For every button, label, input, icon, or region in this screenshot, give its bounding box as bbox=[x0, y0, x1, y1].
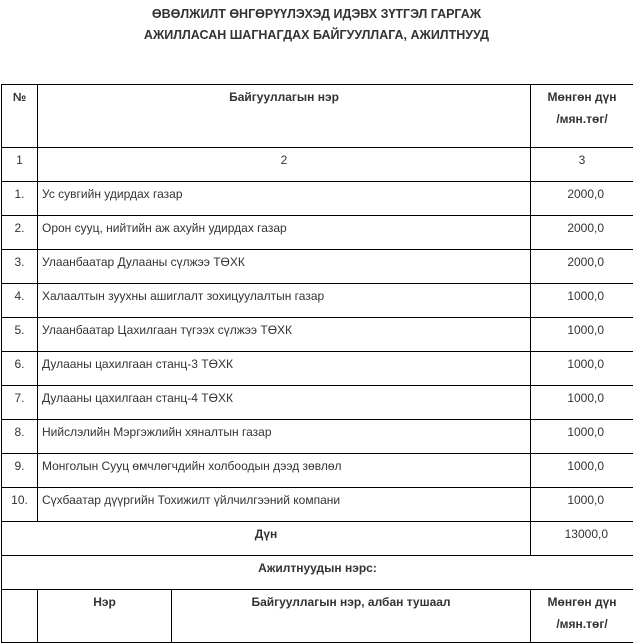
row-number: 10. bbox=[2, 488, 38, 522]
index-cell-3: 3 bbox=[531, 148, 633, 182]
row-number: 3. bbox=[2, 250, 38, 284]
staff-header-name: Нэр bbox=[38, 590, 172, 643]
total-row bbox=[2, 522, 633, 556]
staff-section-label: Ажилтнуудын нэрс: bbox=[2, 556, 633, 590]
row-number: 8. bbox=[2, 420, 38, 454]
row-organization: Ус сувгийн удирдах газар bbox=[38, 182, 531, 216]
row-number: 1. bbox=[2, 182, 38, 216]
awards-table bbox=[1, 84, 633, 643]
row-number: 9. bbox=[2, 454, 38, 488]
row-number: 4. bbox=[2, 284, 38, 318]
total-label: Дүн bbox=[2, 522, 531, 556]
column-index-row bbox=[2, 148, 633, 182]
row-amount: 1000,0 bbox=[531, 284, 633, 318]
table-row bbox=[2, 420, 633, 454]
row-organization: Дулааны цахилгаан станц-3 ТӨХК bbox=[38, 352, 531, 386]
row-number: 5. bbox=[2, 318, 38, 352]
header-amount-line-2: /мян.төг/ bbox=[531, 112, 633, 126]
table-row bbox=[2, 250, 633, 284]
table-row bbox=[2, 454, 633, 488]
staff-header-amount-line-1: Мөнгөн дүн bbox=[548, 595, 617, 609]
header-number: № bbox=[2, 85, 38, 148]
row-amount: 1000,0 bbox=[531, 318, 633, 352]
staff-header-row bbox=[2, 590, 633, 643]
document-title-line-2: АЖИЛЛАСАН ШАГНАГДАХ БАЙГУУЛЛАГА, АЖИЛТНУУД bbox=[0, 28, 633, 42]
row-amount: 2000,0 bbox=[531, 216, 633, 250]
row-amount: 1000,0 bbox=[531, 488, 633, 522]
staff-section-row bbox=[2, 556, 633, 590]
row-organization: Улаанбаатар Дулааны сүлжээ ТӨХК bbox=[38, 250, 531, 284]
staff-header-amount bbox=[531, 590, 633, 643]
table-row bbox=[2, 318, 633, 352]
row-number: 6. bbox=[2, 352, 38, 386]
document-title-line-1: ӨВӨЛЖИЛТ ӨНГӨРҮҮЛЭХЭД ИДЭВХ ЗҮТГЭЛ ГАРГАЖ bbox=[0, 7, 633, 21]
row-organization: Дулааны цахилгаан станц-4 ТӨХК bbox=[38, 386, 531, 420]
index-cell-2: 2 bbox=[38, 148, 531, 182]
table-row bbox=[2, 284, 633, 318]
total-amount: 13000,0 bbox=[531, 522, 633, 556]
table-row bbox=[2, 488, 633, 522]
row-amount: 2000,0 bbox=[531, 182, 633, 216]
row-organization: Орон сууц, нийтийн аж ахуйн удирдах газар bbox=[38, 216, 531, 250]
row-organization: Монголын Сууц өмчлөгчдийн холбоодын дээд зөвлөл bbox=[38, 454, 531, 488]
staff-header-org-position: Байгууллагын нэр, албан тушаал bbox=[172, 590, 531, 643]
row-amount: 1000,0 bbox=[531, 420, 633, 454]
row-organization: Халаалтын зуухны ашиглалт зохицуулалтын газар bbox=[38, 284, 531, 318]
row-amount: 1000,0 bbox=[531, 454, 633, 488]
header-amount-line-1: Мөнгөн дүн bbox=[548, 90, 617, 104]
row-organization: Сүхбаатар дүүргийн Тохижилт үйлчилгээний компани bbox=[38, 488, 531, 522]
header-amount bbox=[531, 85, 633, 148]
table-row bbox=[2, 216, 633, 250]
row-number: 2. bbox=[2, 216, 38, 250]
row-organization: Улаанбаатар Цахилгаан түгээх сүлжээ ТӨХК bbox=[38, 318, 531, 352]
row-number: 7. bbox=[2, 386, 38, 420]
table-row bbox=[2, 182, 633, 216]
row-organization: Нийслэлийн Мэргэжлийн хяналтын газар bbox=[38, 420, 531, 454]
table-row bbox=[2, 386, 633, 420]
row-amount: 1000,0 bbox=[531, 352, 633, 386]
row-amount: 1000,0 bbox=[531, 386, 633, 420]
table-row bbox=[2, 352, 633, 386]
index-cell-1: 1 bbox=[2, 148, 38, 182]
header-organization-name: Байгууллагын нэр bbox=[38, 85, 531, 148]
staff-header-blank bbox=[2, 590, 38, 643]
table-header-row bbox=[2, 85, 633, 148]
row-amount: 2000,0 bbox=[531, 250, 633, 284]
staff-header-amount-line-2: /мян.төг/ bbox=[531, 617, 633, 631]
